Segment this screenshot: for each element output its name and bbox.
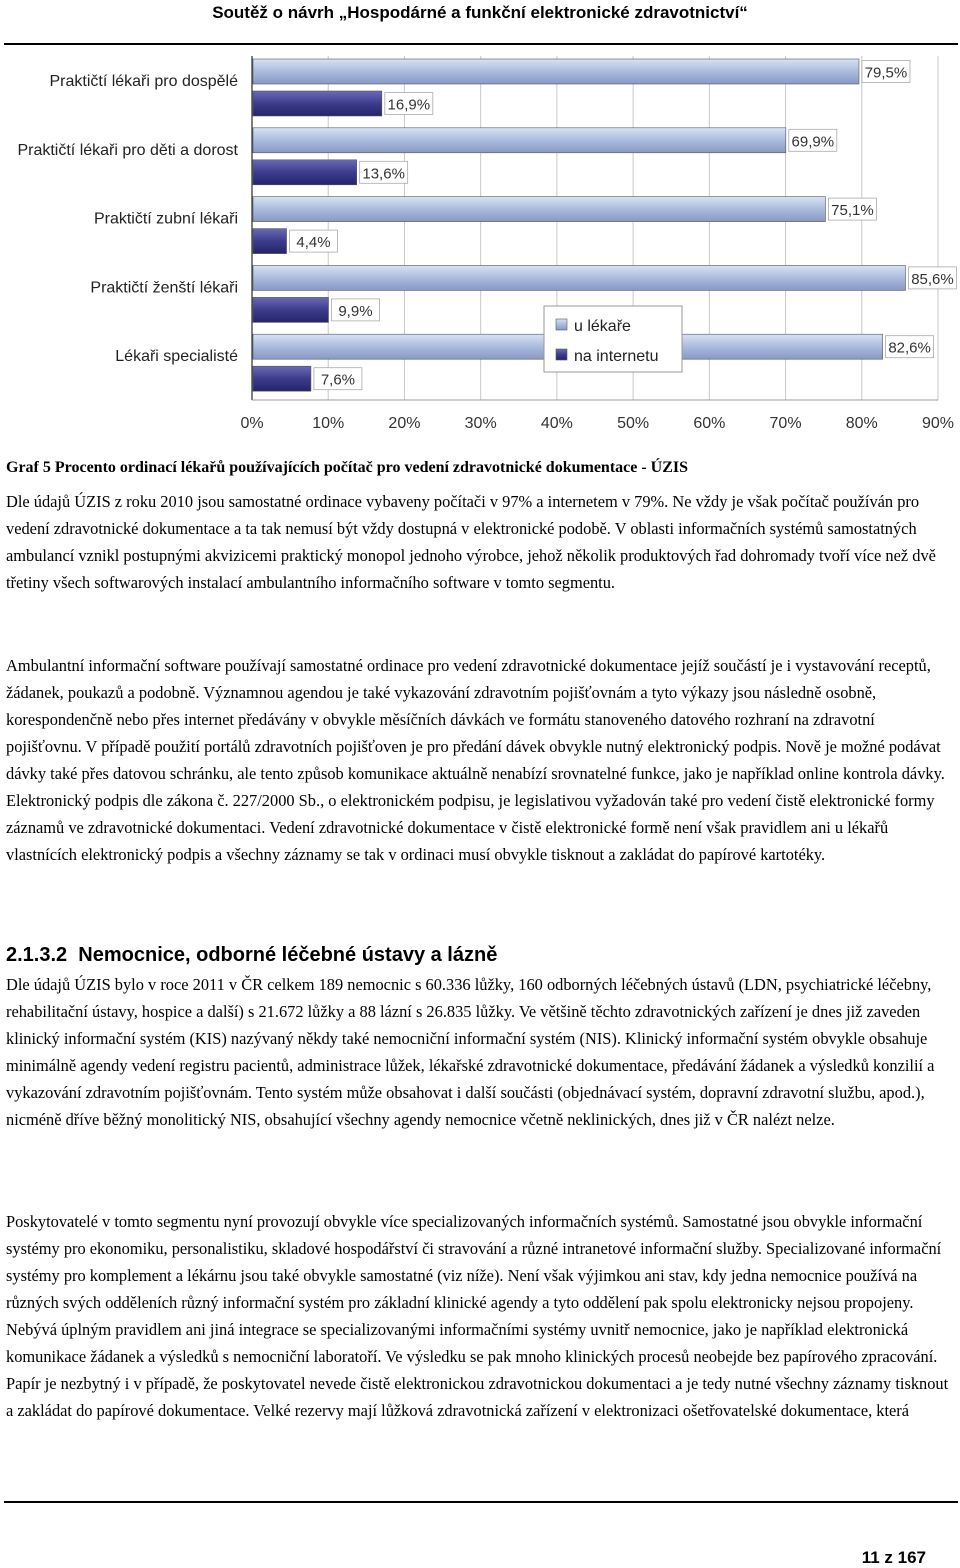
page-number: 11 z 167 <box>861 1548 926 1567</box>
legend-label: u lékaře <box>574 318 631 335</box>
legend-swatch <box>556 349 567 360</box>
figure-caption: Graf 5 Procento ordinací lékařů používajících počítač pro vedení zdravotnické dokumentace - ÚZIS <box>6 459 689 476</box>
data-label: 85,6% <box>911 270 954 288</box>
tick-label: 40% <box>540 415 573 432</box>
data-label: 7,6% <box>320 371 356 389</box>
bar <box>253 229 287 254</box>
data-label: 13,6% <box>362 165 405 183</box>
bar <box>253 197 825 222</box>
tick-labels <box>240 415 954 432</box>
legend-swatch <box>556 319 567 330</box>
tick-label: 50% <box>617 415 650 432</box>
paragraph-4: Poskytovatelé v tomto segmentu nyní provozují obvykle více specializovaných informačních systémů. Samostatné jsou obvykle informační systémy pro ekonomiku, personalistiku, skladové hospodářství či stravování a různé intranetové informační služby. Specializované informační systémy pro komplement a lékárnu jsou také obvykle samostatné (viz níže). Není však výjimkou ani stav, kdy jedna nemocnice používá na různých svých odděleních různý informační systém pro základní klinické agendy a tyto oddělení pak spolu elektronicky nejsou propojeny. Nebývá úplným pravidlem ani jiná integrace se specializovanými informačními systémy uvnitř nemocnice, jako je například elektronická komunikace žádanek a výsledků s nemocniční laboratoří. Ve výsledku se pak mnoho klinických procesů neobejde bez papírového zpracování. Papír je nezbytný i v případě, že poskytovatel nevede čistě elektronickou zdravotnickou dokumentaci a je tedy nutné všechny záznamy tisknout a zakládat do papírové dokumentace. Velké rezervy mají lůžková zdravotnická zařízení v elektronizaci ošetřovatelské dokumentace, která <box>6 1212 949 1420</box>
tick-label: 80% <box>845 415 878 432</box>
tick-label: 0% <box>240 415 264 432</box>
data-label: 16,9% <box>387 96 431 114</box>
tick-label: 20% <box>388 415 421 432</box>
bar-chart <box>0 48 960 438</box>
tick-label: 30% <box>464 415 497 432</box>
data-label: 79,5% <box>864 64 908 82</box>
data-label: 9,9% <box>338 302 373 320</box>
section-title: Nemocnice, odborné léčebné ústavy a lázně <box>78 944 498 966</box>
bar <box>253 265 905 290</box>
legend-label: na internetu <box>574 348 659 365</box>
tick-label: 90% <box>921 415 955 432</box>
category-label: Lékaři specialisté <box>115 348 238 366</box>
category-label: Praktičtí zubní lékaři <box>93 210 238 228</box>
category-label: Praktičtí lékaři pro děti a dorost <box>17 141 238 159</box>
paragraph-1: Dle údajů ÚZIS z roku 2010 jsou samostatné ordinace vybaveny počítači v 97% a internetem v 79%. Ne vždy je však počítač používán pro vedení zdravotnické dokumentace a ta tak nemusí být vždy dostupná v elektronické podobě. V oblasti informačních systémů samostatných ambulancí vznikl postupnými akvizicemi praktický monopol jednoho výrobce, jehož několik produktových řad dohromady tvoří více než dvě třetiny všech softwarových instalací ambulantního informačního software v tomto segmentu. <box>6 492 936 592</box>
legend <box>544 306 682 372</box>
section-number: 2.1.3.2 <box>6 944 68 966</box>
footer-divider <box>4 1501 958 1503</box>
category-label: Praktičtí lékaři pro dospělé <box>49 73 238 90</box>
paragraph-2: Ambulantní informační software používají samostatné ordinace pro vedení zdravotnické dokumentace jejíž součástí je i vystavování receptů, žádanek, poukazů a podobně. Významnou agendou je také vykazování zdravotním pojišťovnám a tyto výkazy jsou následně osobně, korespondenčně nebo přes internet předávány v obvykle měsíčních dávkách ve formátu stanoveného datového rozhraní na zdravotní pojišťovnu. V případě použití portálů zdravotních pojišťoven je pro předání dávek obvykle nutný elektronický podpis. Nově je možné podávat dávky také přes datovou schránku, ale tento způsob komunikace aktuálně nenabízí srovnatelné funkce, jako je například online kontrola dávky. Elektronický podpis dle zákona č. 227/2000 Sb., o elektronickém podpisu, je legislativou vyžadován také pro vedení čistě elektronické formy záznamů ve zdravotnické dokumentaci. Vedení zdravotnické dokumentace v čistě elektronické formě není však pravidlem ani u lékařů vlastnících elektronický podpis a všechny záznamy se tak v ordinaci musí obvykle tisknout a zakládat do papírové kartotéky. <box>6 656 945 864</box>
tick-label: 70% <box>769 415 802 432</box>
bar <box>253 128 786 153</box>
tick-label: 10% <box>312 415 345 432</box>
tick-label: 60% <box>693 415 726 432</box>
document-header: Soutěž o návrh „Hospodárné a funkční elektronické zdravotnictví“ <box>212 3 748 22</box>
category-label: Praktičtí ženští lékaři <box>90 279 238 297</box>
bar <box>253 297 328 322</box>
section-heading <box>6 944 497 967</box>
bar <box>253 160 357 185</box>
header-divider <box>4 43 958 45</box>
paragraph-3: Dle údajů ÚZIS bylo v roce 2011 v ČR celkem 189 nemocnic s 60.336 lůžky, 160 odborných léčebných ústavů (LDN, psychiatrické léčebny, rehabilitační ústavy, hospice a další) s 21.672 lůžky a 88 lázní s 26.835 lůžky. Ve většině těchto zdravotnických zařízení je dnes již zaveden klinický informační systém (KIS) nazývaný někdy také nemocniční informační systém (NIS). Klinický informační systém obvykle obsahuje minimálně agendy vedení registru pacientů, administrace lůžek, lékařské zdravotnické dokumentace, předávání žádanek a výsledků konzilií a vykazování zdravotním pojišťovnám. Tento systém může obsahovat i další součásti (objednávací systém, dopravní zdravotní službu, apod.), nicméně dříve běžný monolitický NIS, obsahující všechny agendy nemocnice včetně neklinických, dnes již v ČR nalézt nelze. <box>6 975 935 1129</box>
data-label: 75,1% <box>831 202 874 220</box>
chart-svg <box>0 48 960 438</box>
category-labels <box>17 73 238 365</box>
data-label: 69,9% <box>791 133 835 151</box>
bar <box>253 366 311 391</box>
bar <box>253 59 859 84</box>
data-label: 82,6% <box>888 339 931 357</box>
data-label: 4,4% <box>296 234 331 252</box>
bar <box>253 91 382 116</box>
